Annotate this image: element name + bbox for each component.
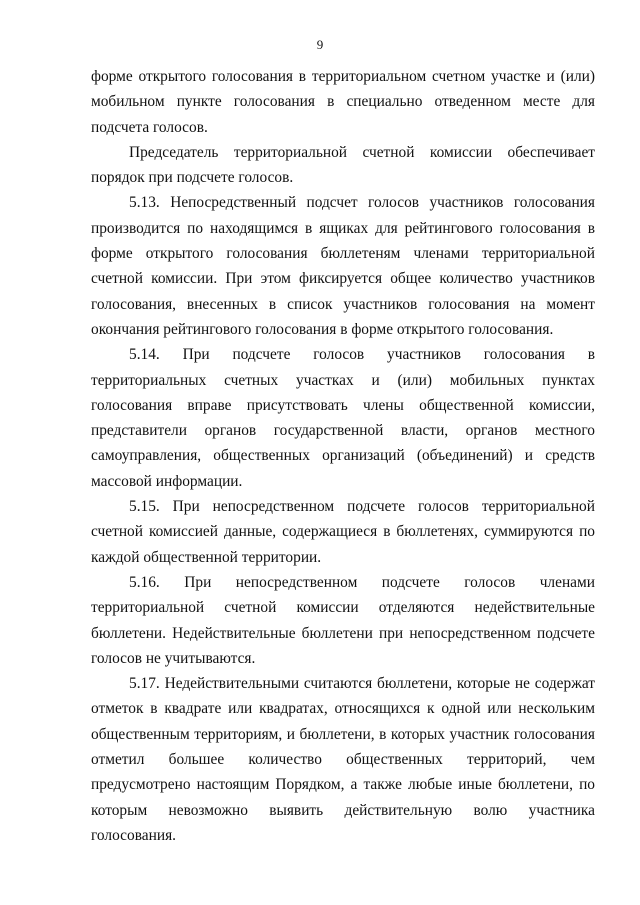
- paragraph-5-15: 5.15. При непосредственном подсчете голосов территориальной счетной комиссией данные, содержащиеся в бюллетенях, суммируются по каждой общественной территории.: [91, 498, 595, 566]
- paragraph-5-16: 5.16. При непосредственном подсчете голосов членами территориальной счетной комиссии отделяются недействительные бюллетени. Недействительные бюллетени при непосредственном подсчете голосов не учитываются.: [91, 573, 595, 667]
- document-body: [91, 64, 595, 848]
- paragraph-chairman: Председатель территориальной счетной комиссии обеспечивает порядок при подсчете голосов.: [91, 143, 595, 187]
- paragraph-5-13: 5.13. Непосредственный подсчет голосов участников голосования производится по находящимся в ящиках для рейтингового голосования в форме открытого голосования бюллетеням членами территориальной счетной комиссии. При этом фиксируется общее количество участников голосования, внесенных в список участников голосования на момент окончания рейтингового голосования в форме открытого голосования.: [91, 194, 595, 338]
- paragraph-5-17: 5.17. Недействительными считаются бюллетени, которые не содержат отметок в квадрате или квадратах, относящихся к одной или нескольким общественным территориям, и бюллетени, в которых участник голосования отметил большее количество общественных территорий, чем предусмотрено настоящим Порядком, а также любые иные бюллетени, по которым невозможно выявить действительную волю участника голосования.: [91, 675, 595, 844]
- paragraph-5-14: 5.14. При подсчете голосов участников голосования в территориальных счетных участках и (или) мобильных пунктах голосования вправе присутствовать члены общественной комиссии, представители органов государственной власти, органов местного самоуправления, общественных организаций (объединений) и средств массовой информации.: [91, 346, 595, 490]
- page-number: 9: [316, 37, 324, 52]
- paragraph-continuation: форме открытого голосования в территориальном счетном участке и (или) мобильном пункте голосования в специально отведенном месте для подсчета голосов.: [91, 68, 595, 136]
